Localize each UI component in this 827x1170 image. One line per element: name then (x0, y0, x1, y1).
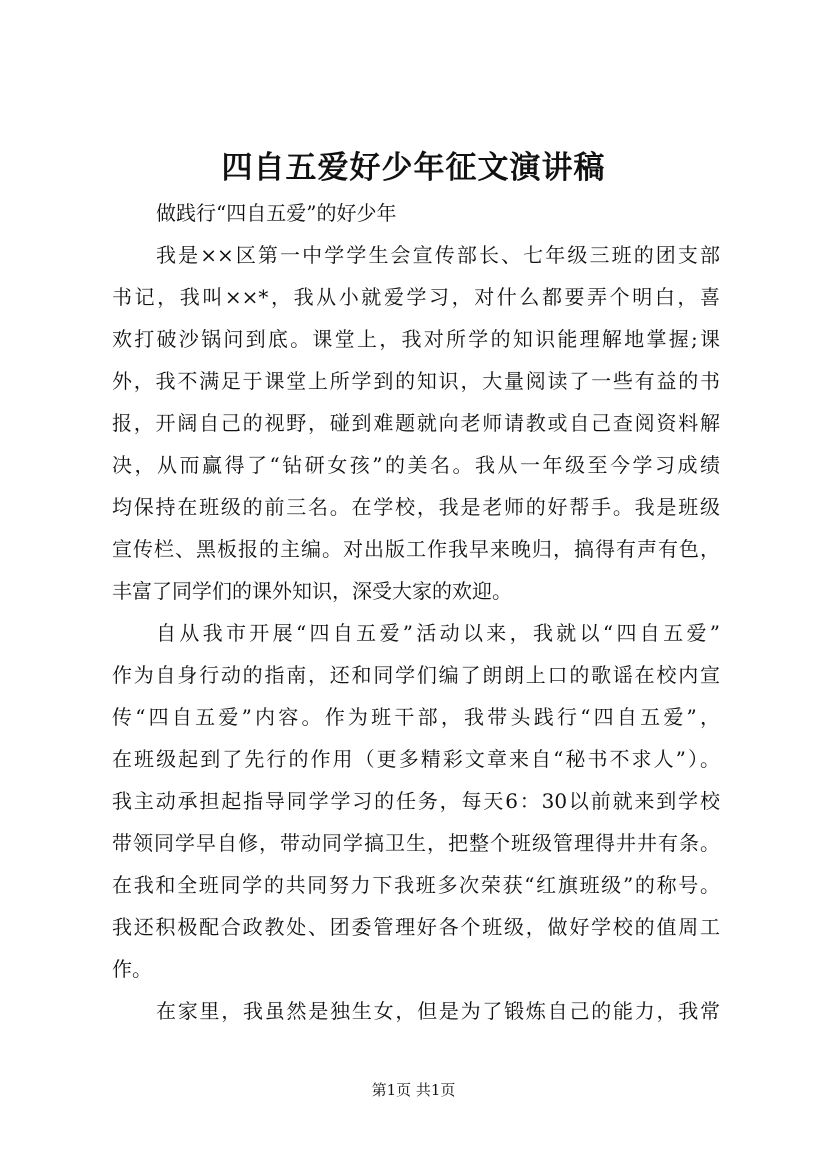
paragraph-line: 决，从而赢得了“钻研女孩”的美名。我从一年级至今学习成绩 (112, 453, 720, 477)
paragraph-line: 书记，我叫××*，我从小就爱学习，对什么都要弄个明白，喜 (112, 285, 720, 309)
paragraph-line: 传“四自五爱”内容。作为班干部，我带头践行“四自五爱”， (112, 705, 720, 729)
paragraph-line: 报，开阔自己的视野，碰到难题就向老师请教或自己查阅资料解 (112, 411, 720, 435)
subtitle-line: 做践行“四自五爱”的好少年 (156, 201, 397, 225)
paragraph-line: 在班级起到了先行的作用（更多精彩文章来自“秘书不求人”）。 (112, 747, 720, 771)
paragraph-line: 自从我市开展“四自五爱”活动以来，我就以“四自五爱” (156, 621, 720, 645)
paragraph-line: 我是××区第一中学学生会宣传部长、七年级三班的团支部 (156, 243, 720, 267)
paragraph-line: 在家里，我虽然是独生女，但是为了锻炼自己的能力，我常 (156, 999, 720, 1023)
paragraph-line: 作。 (112, 957, 152, 981)
paragraph-line: 外，我不满足于课堂上所学到的知识，大量阅读了一些有益的书 (112, 369, 720, 393)
paragraph-line: 宣传栏、黑板报的主编。对出版工作我早来晚归，搞得有声有色， (112, 537, 720, 561)
paragraph-line: 均保持在班级的前三名。在学校，我是老师的好帮手。我是班级 (112, 495, 720, 519)
paragraph-line: 作为自身行动的指南，还和同学们编了朗朗上口的歌谣在校内宣 (112, 663, 720, 687)
paragraph-line: 在我和全班同学的共同努力下我班多次荣获“红旗班级”的称号。 (112, 873, 720, 897)
paragraph-line: 欢打破沙锅问到底。课堂上，我对所学的知识能理解地掌握;课 (112, 327, 720, 351)
paragraph-line: 我主动承担起指导同学学习的任务，每天6：30以前就来到学校 (112, 789, 720, 813)
document-title: 四自五爱好少年征文演讲稿 (221, 150, 606, 186)
paragraph-line: 我还积极配合政教处、团委管理好各个班级，做好学校的值周工 (112, 915, 720, 939)
page-footer: 第1页 共1页 (371, 1081, 456, 1099)
paragraph-line: 带领同学早自修，带动同学搞卫生，把整个班级管理得井井有条。 (112, 831, 720, 855)
paragraph-line: 丰富了同学们的课外知识，深受大家的欢迎。 (112, 579, 512, 603)
